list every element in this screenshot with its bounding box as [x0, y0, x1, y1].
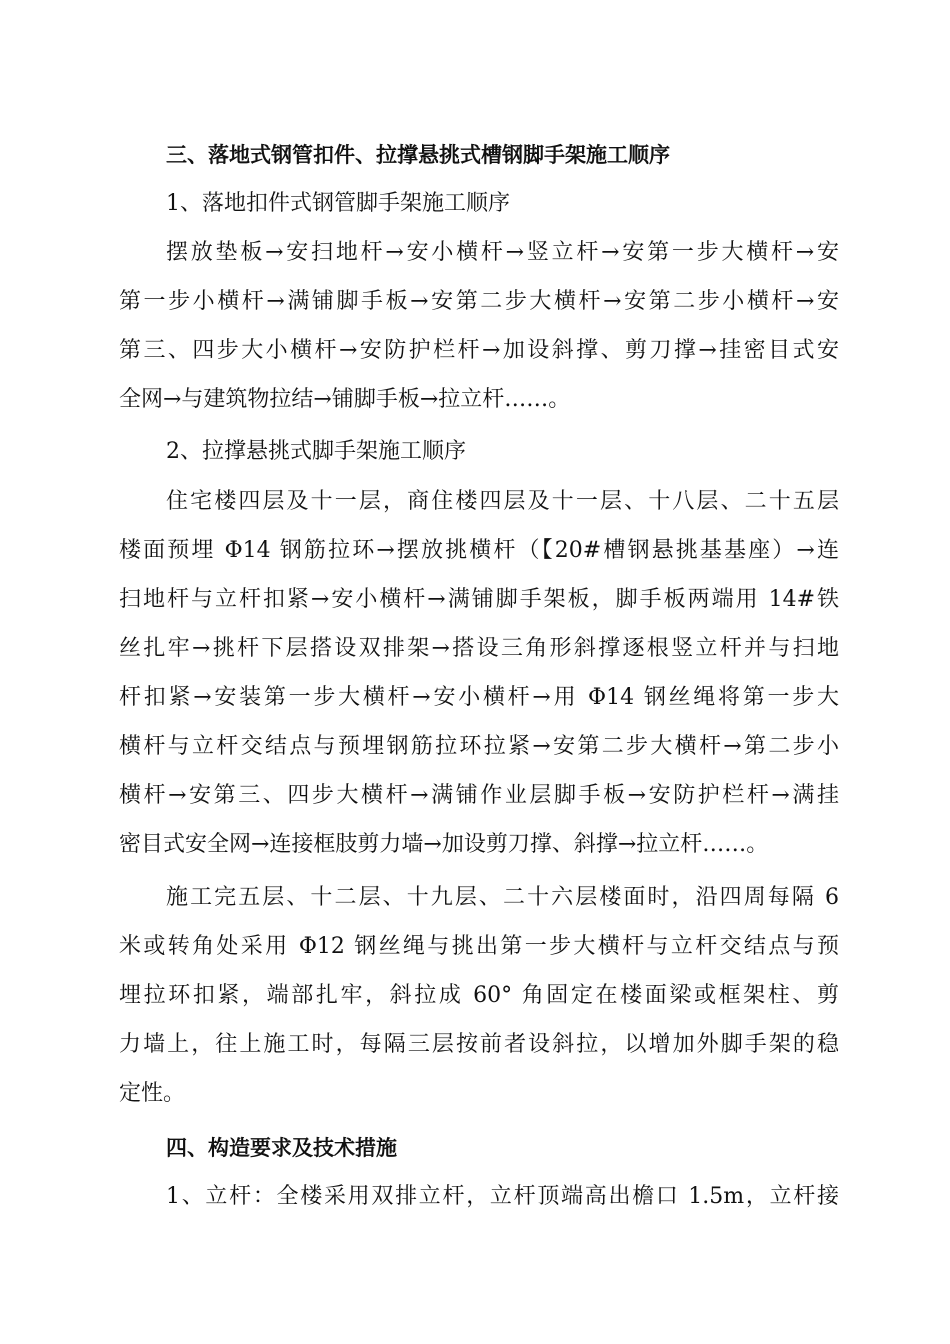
paragraph-line: 第三、四步大小横杆→安防护栏杆→加设斜撑、剪刀撑→挂密目式安	[119, 338, 839, 363]
paragraph-line: 第一步小横杆→满铺脚手板→安第二步大横杆→安第二步小横杆→安	[119, 289, 839, 314]
paragraph-line: 扫地杆与立杆扣紧→安小横杆→满铺脚手架板，脚手板两端用 14#铁	[119, 587, 839, 612]
paragraph-line: 住宅楼四层及十一层，商住楼四层及十一层、十八层、二十五层	[166, 489, 839, 514]
paragraph-line: 横杆与立杆交结点与预埋钢筋拉环拉紧→安第二步大横杆→第二步小	[119, 734, 839, 759]
paragraph-line: 全网→与建筑物拉结→铺脚手板→拉立杆……。	[119, 387, 571, 412]
paragraph-line: 1、立杆：全楼采用双排立杆，立杆顶端高出檐口 1.5m，立杆接	[166, 1184, 839, 1209]
subsection-2-title: 2、拉撑悬挑式脚手架施工顺序	[166, 439, 466, 464]
paragraph-line: 施工完五层、十二层、十九层、二十六层楼面时，沿四周每隔 6	[166, 885, 839, 910]
paragraph-line: 密目式安全网→连接框肢剪力墙→加设剪刀撑、斜撑→拉立杆……。	[119, 832, 769, 857]
paragraph-line: 楼面预埋 Φ14 钢筋拉环→摆放挑横杆（【20#槽钢悬挑基基座）→连	[119, 538, 839, 563]
section-4-heading: 四、构造要求及技术措施	[166, 1136, 397, 1160]
section-3-heading: 三、落地式钢管扣件、拉撑悬挑式槽钢脚手架施工顺序	[166, 143, 670, 167]
paragraph-line: 埋拉环扣紧，端部扎牢，斜拉成 60° 角固定在楼面梁或框架柱、剪	[119, 983, 839, 1008]
paragraph-line: 米或转角处采用 Φ12 钢丝绳与挑出第一步大横杆与立杆交结点与预	[119, 934, 839, 959]
paragraph-line: 丝扎牢→挑杆下层搭设双排架→搭设三角形斜撑逐根竖立杆并与扫地	[119, 636, 839, 661]
paragraph-line: 横杆→安第三、四步大横杆→满铺作业层脚手板→安防护栏杆→满挂	[119, 783, 839, 808]
subsection-1-title: 1、落地扣件式钢管脚手架施工顺序	[166, 191, 510, 216]
paragraph-line: 力墙上，往上施工时，每隔三层按前者设斜拉，以增加外脚手架的稳	[119, 1032, 839, 1057]
paragraph-line: 定性。	[119, 1081, 186, 1106]
paragraph-line: 杆扣紧→安装第一步大横杆→安小横杆→用 Φ14 钢丝绳将第一步大	[119, 685, 839, 710]
paragraph-line: 摆放垫板→安扫地杆→安小横杆→竖立杆→安第一步大横杆→安	[166, 240, 839, 265]
